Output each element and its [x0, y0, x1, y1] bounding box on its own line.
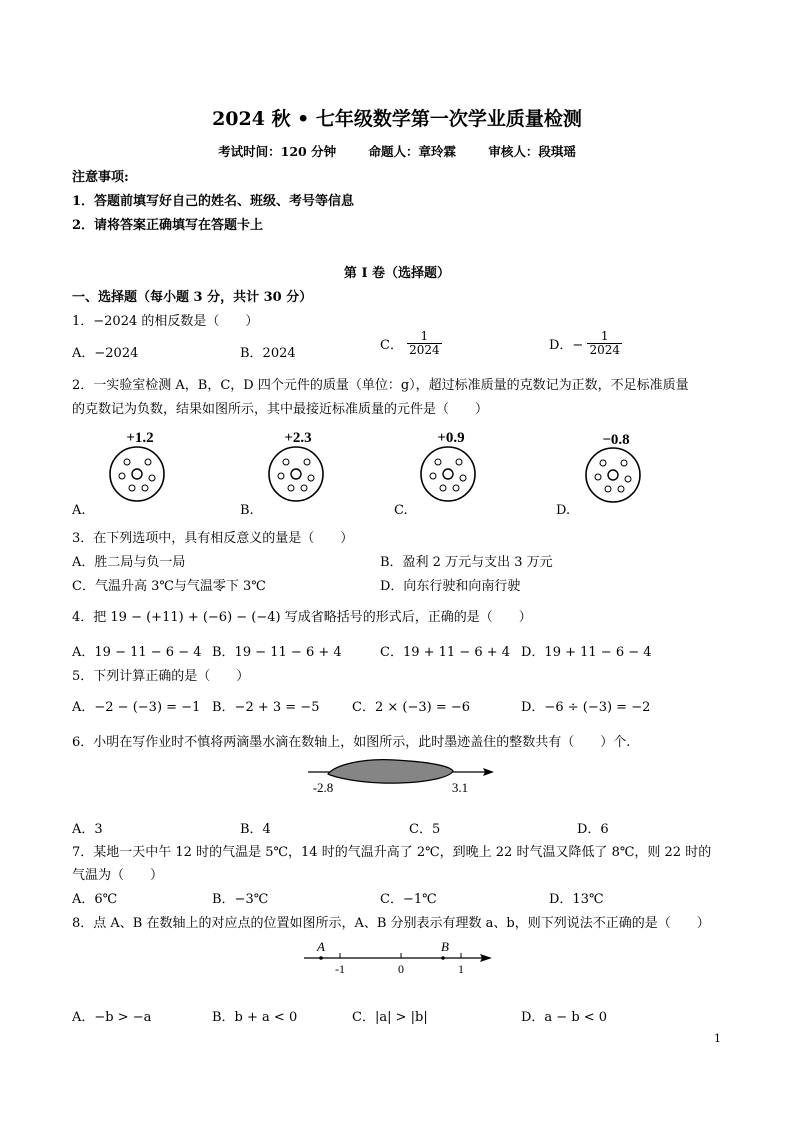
q1-c-fraction: [407, 330, 442, 357]
q7-option-d: D．13℃: [549, 892, 604, 907]
component-b: [269, 430, 323, 501]
tick-label-0: 0: [398, 962, 404, 976]
point-a-dot: [319, 956, 323, 960]
q2-label-c: C.: [394, 503, 408, 518]
q4-option-a: A．19 − 11 − 6 − 4: [72, 645, 202, 660]
q5-option-c: C．2 × (−3) = −6: [352, 700, 471, 715]
q3-option-c: C．气温升高 3℃与气温零下 3℃: [72, 579, 266, 594]
q1-c-prefix: C．: [380, 338, 403, 354]
q1-option-d: [549, 330, 622, 357]
q1-stem: 1．−2024 的相反数是（ ）: [72, 314, 259, 329]
exam-time: 考试时间：120 分钟: [218, 144, 337, 159]
q7-line-1: 7．某地一天中午 12 时的气温是 5℃，14 时的气温升高了 2℃，到晚上 22 时气温又降低了 8℃，则 22 时的: [72, 845, 712, 860]
q2-line-1: 2．一实验室检测 A，B，C，D 四个元件的质量（单位：g），超过标准质量的克数记为正数，不足标准质量: [72, 378, 689, 393]
q3-option-d: D．向东行驶和向南行驶: [380, 579, 521, 594]
q1-d-denominator: 2024: [589, 343, 621, 358]
section-title: 一、选择题（每小题 3 分，共计 30 分）: [72, 290, 313, 305]
page-number: 1: [714, 1032, 721, 1045]
q2-components-figure: [60, 424, 700, 520]
q3-option-a: A．胜二局与负一局: [72, 555, 186, 570]
q1-d-numerator: 1: [587, 330, 622, 344]
component-d: [586, 432, 640, 502]
q6-option-b: B．4: [240, 822, 271, 837]
component-c-value: +0.9: [437, 430, 465, 446]
component-d-value: −0.8: [602, 432, 630, 448]
q1-c-numerator: 1: [407, 330, 442, 344]
q6-stem: 6．小明在写作业时不慎将两滴墨水滴在数轴上，如图所示，此时墨迹盖住的整数共有（ ）个.: [72, 735, 631, 750]
q6-right-label: 3.1: [451, 780, 469, 795]
tick-label-minus-1: -1: [335, 962, 345, 976]
q6-option-a: A．3: [72, 822, 103, 837]
q8-option-b: B．b + a < 0: [212, 1010, 298, 1025]
q7-option-b: B．−3℃: [212, 892, 269, 907]
component-b-value: +2.3: [284, 430, 312, 446]
q4-option-d: D．19 + 11 − 6 − 4: [521, 645, 652, 660]
q1-d-prefix: D．−: [549, 338, 584, 354]
q7-option-a: A．6℃: [72, 892, 118, 907]
q3-stem: 3．在下列选项中，具有相反意义的量是（ ）: [72, 531, 354, 546]
q1-option-a: A．−2024: [72, 346, 139, 361]
q5-stem: 5．下列计算正确的是（ ）: [72, 669, 250, 684]
q8-number-line-figure: [296, 938, 500, 978]
q6-option-c: C．5: [409, 822, 441, 837]
q8-option-c: C．|a| > |b|: [352, 1010, 428, 1025]
q1-option-c: [380, 330, 442, 357]
q2-label-b: B.: [240, 503, 254, 518]
q2-label-d: D.: [556, 503, 571, 518]
notice-item-2: 2．请将答案正确填写在答题卡上: [72, 218, 264, 233]
tick-label-1: 1: [458, 962, 464, 976]
point-b-label: B: [441, 939, 449, 954]
q6-number-line-figure: [290, 756, 510, 798]
q8-stem: 8．点 A、B 在数轴上的对应点的位置如图所示，A、B 分别表示有理数 a、b，则下列说法不正确的是（ ）: [72, 916, 710, 931]
q2-line-2: 的克数记为负数，结果如图所示，其中最接近标准质量的元件是（ ）: [72, 402, 489, 417]
q3-option-b: B．盈利 2 万元与支出 3 万元: [380, 555, 553, 570]
part-title: 第 I 卷（选择题）: [343, 266, 451, 281]
q1-option-b: B．2024: [240, 346, 296, 361]
q1-c-denominator: 2024: [409, 343, 440, 358]
exam-reviewer: 审核人：段琪瑶: [488, 144, 576, 159]
q7-line-2: 气温为（ ）: [72, 868, 164, 883]
q5-option-d: D．−6 ÷ (−3) = −2: [521, 700, 651, 715]
exam-author: 命题人：章玲霖: [368, 144, 456, 159]
q6-left-label: -2.8: [312, 780, 334, 795]
exam-title: 2024 秋 • 七年级数学第一次学业质量检测: [212, 108, 582, 130]
component-c: [421, 430, 475, 501]
point-b-dot: [441, 956, 445, 960]
q4-option-b: B．19 − 11 − 6 + 4: [212, 645, 342, 660]
q6-option-d: D．6: [577, 822, 609, 837]
q4-option-c: C．19 + 11 − 6 + 4: [380, 645, 511, 660]
q8-option-d: D．a − b < 0: [521, 1010, 608, 1025]
q5-option-a: A．−2 − (−3) = −1: [72, 700, 201, 715]
point-a-label: A: [317, 939, 325, 954]
notice-item-1: 1．答题前填写好自己的姓名、班级、考号等信息: [72, 194, 355, 209]
notice-heading: 注意事项:: [72, 170, 129, 185]
q4-stem: 4．把 19 − (+11) + (−6) − (−4) 写成省略括号的形式后，正确的是（ ）: [72, 610, 532, 625]
q8-option-a: A．−b > −a: [72, 1010, 152, 1025]
q7-option-c: C．−1℃: [380, 892, 437, 907]
ink-blot: [328, 760, 453, 783]
q2-label-a: A.: [72, 503, 86, 518]
q5-option-b: B．−2 + 3 = −5: [212, 700, 320, 715]
component-a-value: +1.2: [126, 430, 154, 446]
exam-info: [0, 142, 794, 160]
q1-d-fraction: [587, 330, 622, 357]
component-a: [110, 430, 164, 501]
